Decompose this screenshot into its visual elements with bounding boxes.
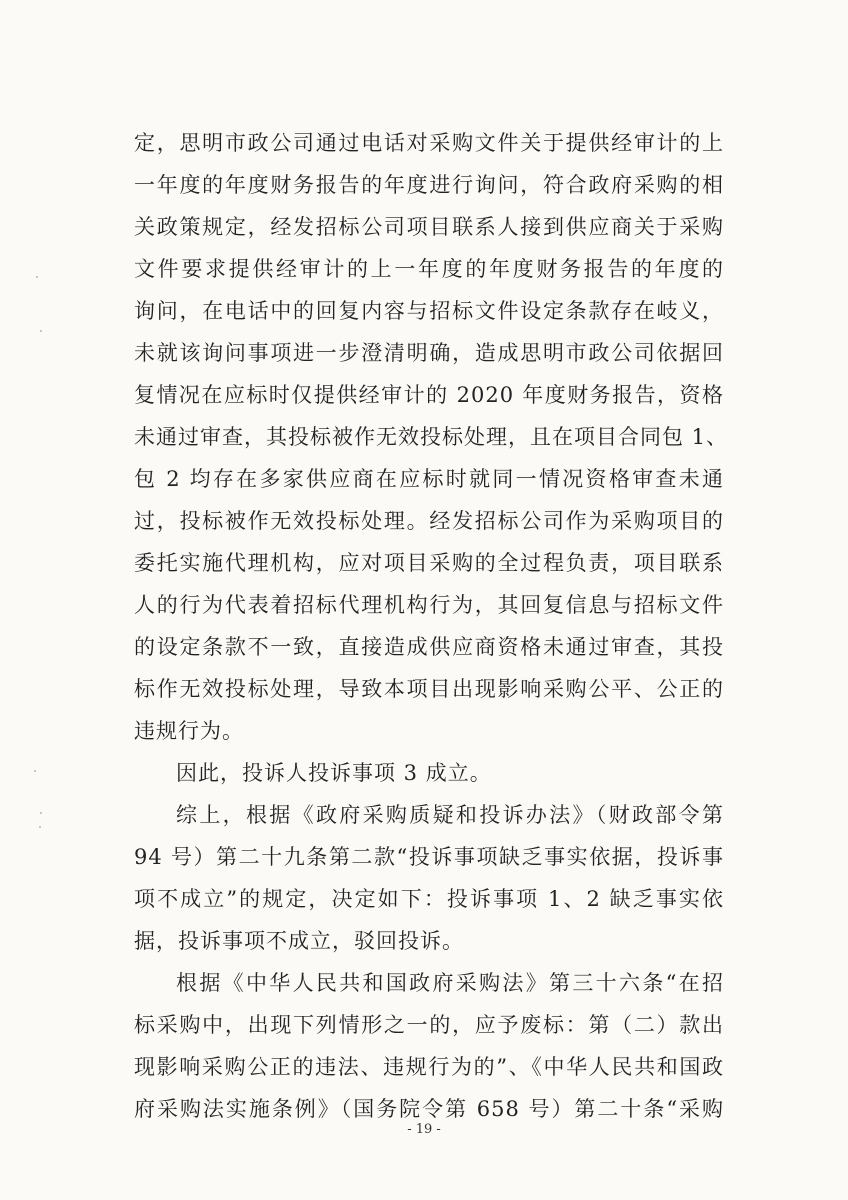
text-line: 复情况在应标时仅提供经审计的 2020 年度财务报告，资格: [134, 383, 724, 407]
text-line: 标作无效投标处理，导致本项目出现影响采购公平、公正的: [134, 677, 724, 701]
text-line: 项不成立”的规定，决定如下：投诉事项 1、2 缺乏事实依: [134, 887, 724, 911]
text-line: 定，思明市政公司通过电话对采购文件关于提供经审计的上: [134, 131, 724, 155]
scan-speck: [39, 826, 41, 828]
text-line: 现影响采购公正的违法、违规行为的”、《中华人民共和国政: [134, 1055, 724, 1079]
text-line: 府采购法实施条例》（国务院令第 658 号）第二十条“采购: [134, 1097, 724, 1121]
scan-speck: [36, 276, 38, 278]
text-line: 询问，在电话中的回复内容与招标文件设定条款存在岐义，: [134, 299, 724, 323]
text-line: 的设定条款不一致，直接造成供应商资格未通过审查，其投: [134, 635, 724, 659]
text-line: 违规行为。: [134, 719, 244, 743]
text-line: 文件要求提供经审计的上一年度的年度财务报告的年度的: [134, 257, 724, 281]
text-line: 包 2 均存在多家供应商在应标时就同一情况资格审查未通: [134, 467, 724, 491]
text-line: 未就该询问事项进一步澄清明确，造成思明市政公司依据回: [134, 341, 724, 365]
document-body: [134, 122, 729, 1130]
paragraph-violation-analysis: [134, 122, 729, 752]
scan-speck: [34, 770, 36, 772]
text-line: 过，投标被作无效投标处理。经发招标公司作为采购项目的: [134, 509, 724, 533]
page-number: - 19 -: [407, 1122, 441, 1137]
text-line: 人的行为代表着招标代理机构行为，其回复信息与招标文件: [134, 593, 724, 617]
paragraph-summary-decision: [134, 794, 724, 962]
text-line: 关政策规定，经发招标公司项目联系人接到供应商关于采购: [134, 215, 724, 239]
text-line: 综上，根据《政府采购质疑和投诉办法》（财政部令第: [176, 803, 724, 827]
text-line: 94 号）第二十九条第二款“投诉事项缺乏事实依据，投诉事: [134, 845, 724, 869]
text-line: 委托实施代理机构，应对项目采购的全过程负责，项目联系: [134, 551, 724, 575]
scan-speck: [40, 812, 42, 814]
text-line: 未通过审查，其投标被作无效投标处理，且在项目合同包 1、: [134, 425, 729, 449]
text-line: 据，投诉事项不成立，驳回投诉。: [134, 929, 464, 953]
text-line: 因此，投诉人投诉事项 3 成立。: [176, 761, 492, 785]
paragraph-legal-basis: [134, 962, 724, 1130]
scan-speck: [40, 330, 42, 332]
paragraph-conclusion-item-3: [134, 752, 724, 794]
text-line: 根据《中华人民共和国政府采购法》第三十六条“在招: [176, 971, 724, 995]
text-line: 标采购中，出现下列情形之一的，应予废标：第（二）款出: [134, 1013, 724, 1037]
text-line: 一年度的年度财务报告的年度进行询问，符合政府采购的相: [134, 173, 724, 197]
